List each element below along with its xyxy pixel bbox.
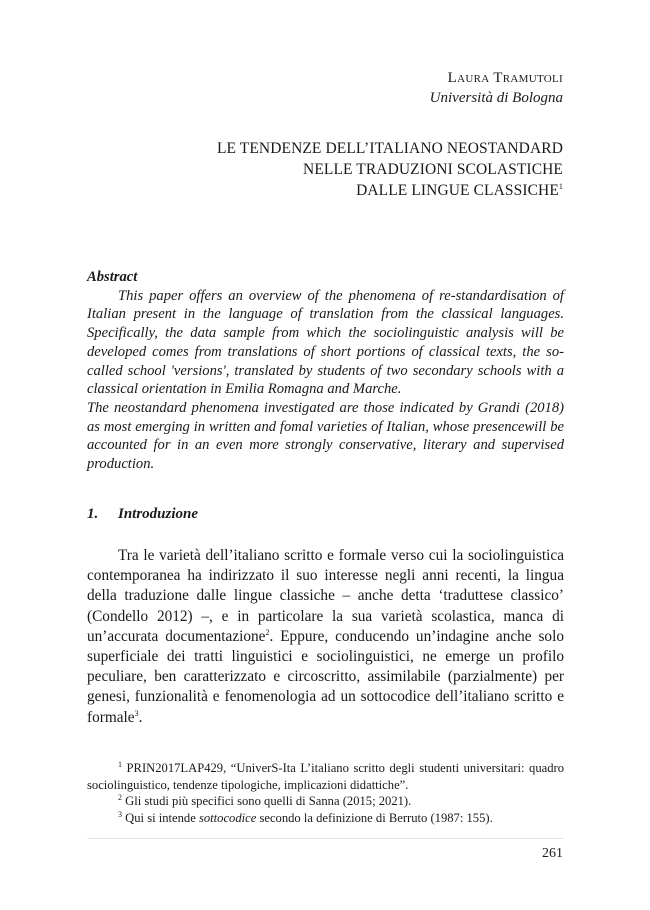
author-name: Laura Tramutoli [447,70,563,86]
author-block [430,68,563,108]
title-footnote-mark: 1 [558,181,563,191]
title-line-3-text: DALLE LINGUE CLASSICHE [356,182,559,199]
body-text-part-2: . Eppure, conducendo un’indagine anche solo superficiale dei tratti linguistici e sociolinguistici, ne emerge un profilo peculiare, ben caratterizzato e circoscritto, assimilabile (parzialmente) per genesi, funzionalità e fenomenologia ad un sottocodice dell’italiano scritto e formale [87,627,564,726]
footnote-2-mark: 2 [118,792,122,802]
footnote-3-mark: 3 [118,809,122,819]
title-line-1: LE TENDENZE DELL’ITALIANO NEOSTANDARD [216,140,563,157]
footnote-1-text: PRIN2017LAP429, “UniverS-Ita L’italiano scritto degli studenti universitari: quadro sociolinguistico, tendenze tipologiche, implicazioni didattiche”. [87,761,564,792]
footnote-ref-2: 2 [265,627,270,637]
footer-rule [87,838,564,839]
footnote-3-italic-term: sottocodice [198,810,257,825]
author-affiliation: Università di Bologna [429,90,563,106]
footnote-3-text-post: secondo la definizione di Berruto (1987: 155). [256,810,493,825]
paper-title [217,138,563,201]
abstract-paragraph-1: This paper offers an overview of the phenomena of re-standardisation of Italian present in the language of translation from the classical languages. Specifically, the data sample from which the sociolinguistic analysis will be developed comes from translations of short portions of classical texts, the so-called school 'versions', translated by students of two secondary schools with a classical orientation in Emilia Romagna and Marche. [87,287,564,398]
abstract-paragraph-2: The neostandard phenomena investigated are those indicated by Grandi (2018) as most emerging in written and fomal varieties of Italian, whose presencewill be accounted for in an even more strongly conservative, literary and supervised production. [87,399,564,473]
section-number: 1. [87,506,99,522]
page-number: 261 [542,846,563,861]
footnote-ref-3: 3 [134,708,139,718]
footnote-3 [87,810,564,827]
title-line-3 [217,180,563,201]
footnotes [87,760,564,826]
abstract-heading: Abstract [87,269,138,285]
abstract [87,268,564,474]
section-heading [87,506,198,523]
footnote-2 [87,793,564,810]
footnote-3-text-pre: Qui si intende [122,810,199,825]
title-line-2: NELLE TRADUZIONI SCOLASTICHE [303,161,563,178]
footnote-2-text: Gli studi più specifici sono quelli di Sanna (2015; 2021). [122,794,412,808]
body-text-part-1: Tra le varietà dell’italiano scritto e formale verso cui la sociolinguistica contemporanea ha indirizzato il suo interesse negli anni recenti, la lingua della traduzione dalle lingue classiche – anche detta ‘traduttese classico’ (Condello 2012) –, e in particolare la sua varietà scolastica, manca di un’accurata documentazione [87,547,564,645]
body-text-part-3: . [138,708,143,726]
footnote-1-mark: 1 [118,759,122,769]
footnote-1 [87,760,564,793]
section-title: Introduzione [118,506,199,522]
body-paragraph [87,546,564,728]
